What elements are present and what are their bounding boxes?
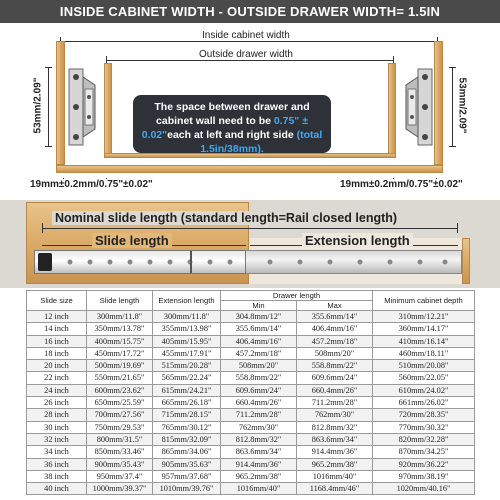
spacing-total: (total 1.5in/38mm). <box>200 129 323 155</box>
header-max: Max <box>297 301 373 311</box>
ball-bearing-icon <box>60 258 460 266</box>
extension-length-label: Extension length <box>302 233 413 248</box>
cabinet-left-wall <box>56 41 65 165</box>
table-row: 12 inch 300mm/11.8" 300mm/11.8" 304.8mm/12" 355.6mm/14" 310mm/12.21" <box>27 311 475 323</box>
spacing-value: 0.75" ± 0.02" <box>141 115 308 141</box>
outside-width-label: Outside drawer width <box>196 49 296 60</box>
header-min: Min <box>221 301 297 311</box>
left-slide-bracket-icon <box>65 67 105 147</box>
drawer-right-side <box>388 63 396 157</box>
inside-width-line <box>60 41 438 42</box>
header-slide-length: Slide length <box>87 291 153 311</box>
spacing-note: The space between drawer and cabinet wall need to be 0.75" ± 0.02"each at left and right side (total 1.5in/38mm). <box>133 95 331 153</box>
table-row: 14 inch 350mm/13.78" 355mm/13.98" 355.6mm/14" 406.4mm/16" 360mm/14.17" <box>27 323 475 335</box>
slide-length-label: Slide length <box>92 233 172 248</box>
inside-width-label: Inside cabinet width <box>199 30 293 41</box>
gap-left-label: 19mm±0.2mm/0.75"±0.02" <box>30 179 153 190</box>
cabinet-diagram <box>0 23 500 195</box>
table-row: 30 inch 750mm/29.53" 765mm/30.12" 762mm/30" 812.8mm/32" 770mm/30.32" <box>27 421 475 433</box>
slide-spec-table <box>26 290 475 495</box>
right-slide-bracket-icon <box>396 67 436 147</box>
slide-length-diagram <box>0 200 500 288</box>
table-row: 28 inch 700mm/27.56" 715mm/28.15" 711.2mm/28" 762mm/30" 720mm/28.35" <box>27 409 475 421</box>
table-row: 38 inch 950mm/37.4" 957mm/37.68" 965.2mm/38" 1016mm/40" 970mm/38.19" <box>27 470 475 482</box>
cabinet-bottom <box>56 165 443 173</box>
header-extension-length: Extension length <box>153 291 221 311</box>
table-row: 18 inch 450mm/17.72" 455mm/17.91" 457.2mm/18" 508mm/20" 460mm/18.11" <box>27 347 475 359</box>
gap-right-label: 19mm±0.2mm/0.75"±0.02" <box>340 179 463 190</box>
table-row: 36 inch 900mm/35.43" 905mm/35.63" 914.4mm/36" 965.2mm/38" 920mm/36.22" <box>27 458 475 470</box>
header-slide-size: Slide size <box>27 291 87 311</box>
table-row: 20 inch 500mm/19.69" 515mm/20.28" 508mm/20" 558.8mm/22" 510mm/20.08" <box>27 360 475 372</box>
page-title: INSIDE CABINET WIDTH - OUTSIDE DRAWER WIDTH= 1.5IN <box>0 0 500 23</box>
height-left-label: 53mm/2.09" <box>32 77 44 134</box>
header-min-depth: Minimum cabinet depth <box>373 291 475 311</box>
table-row: 26 inch 650mm/25.59" 665mm/26.18" 660.4mm/26" 711.2mm/28" 661mm/26.02" <box>27 397 475 409</box>
table-row: 34 inch 850mm/33.46" 865mm/34.06" 863.6mm/34" 914.4mm/36" 870mm/34.25" <box>27 446 475 458</box>
header-drawer-length: Drawer length <box>221 291 373 301</box>
table-row: 22 inch 550mm/21.65" 565mm/22.24" 558.8mm/22" 609.6mm/24" 560mm/22.05" <box>27 372 475 384</box>
drawer-left-side <box>104 63 112 157</box>
table-row: 24 inch 600mm/23.62" 615mm/24.21" 609.6mm/24" 660.4mm/26" 610mm/24.02" <box>27 384 475 396</box>
table-row: 40 inch 1000mm/39.37" 1010mm/39.76" 1016mm/40" 1168.4mm/46" 1020mm/40.16" <box>27 483 475 495</box>
height-right-label: 53mm/2.09" <box>456 77 468 134</box>
outside-width-line <box>106 60 394 61</box>
table-row: 16 inch 400mm/15.75" 405mm/15.95" 406.4mm/16" 457.2mm/18" 410mm/16.14" <box>27 335 475 347</box>
nominal-length-label: Nominal slide length (standard length=Rail closed length) <box>52 211 400 225</box>
table-row: 32 inch 800mm/31.5" 815mm/32.09" 812.8mm/32" 863.6mm/34" 820mm/32.28" <box>27 433 475 445</box>
